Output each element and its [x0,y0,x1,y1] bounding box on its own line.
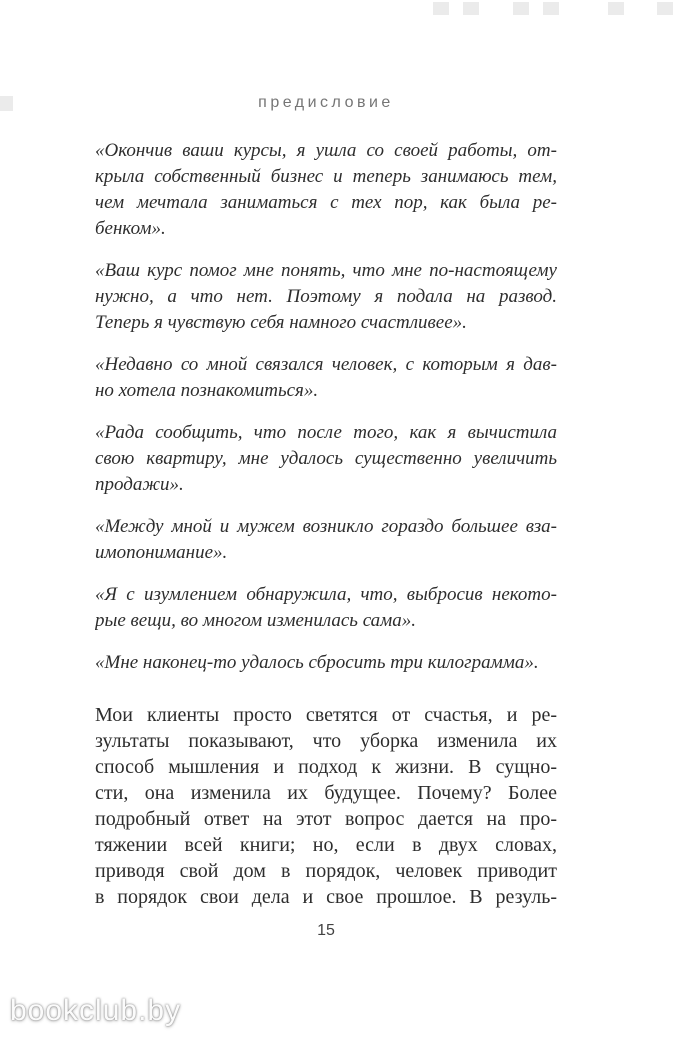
quote-line: Теперь я чувствую себя намного счастливее». [95,312,467,333]
scan-artifact-square [513,2,529,15]
scan-artifact-left-edge [0,96,13,111]
quote-line: нужно, а что нет. Поэтому я подала на развод. [95,286,557,307]
quote-line: бенком». [95,218,166,239]
body-text-line: зультаты показывают, что уборка изменила их [95,730,557,752]
body-text-line: тяжении всей книги; но, если в двух словах, [95,834,557,856]
quote-line: «Между мной и мужем возникло гораздо большее вза- [95,516,557,537]
quote-paragraph [95,514,557,566]
quote-line: свою квартиру, мне удалось существенно увеличить [95,448,557,469]
quote-line: чем мечтала заниматься с тех пор, как была ре- [95,192,557,213]
quote-paragraph [95,352,557,404]
page-content [95,138,557,910]
body-text-line: Мои клиенты просто светятся от счастья, и ре- [95,704,557,726]
quote-line: «Недавно со мной связался человек, с которым я дав- [95,354,557,375]
quote-paragraph [95,420,557,498]
site-watermark: bookclub.by [10,994,182,1027]
quote-line: но хотела познакомиться». [95,380,319,401]
quote-paragraph [95,650,557,676]
scan-artifact-square [608,2,624,15]
quote-line: «Мне наконец-то удалось сбросить три килограмма». [95,652,539,673]
quote-paragraph [95,258,557,336]
body-text-line: приводя свой дом в порядок, человек приводит [95,860,557,882]
body-paragraph [95,702,557,910]
scan-artifact-square [657,2,673,15]
page-number: 15 [317,922,335,939]
body-text-line: в порядок свои дела и свое прошлое. В резуль- [95,886,557,908]
quote-line: «Ваш курс помог мне понять, что мне по-настоящему [95,260,557,281]
scan-artifact-square [543,2,559,15]
quote-line: продажи». [95,474,184,495]
body-text-line: подробный ответ на этот вопрос дается на про- [95,808,557,830]
quote-paragraph [95,582,557,634]
quote-line: «Я с изумлением обнаружила, что, выбросив некото- [95,584,557,605]
quote-line: крыла собственный бизнес и теперь занимаюсь тем, [95,166,557,187]
quote-line: «Окончив ваши курсы, я ушла со своей работы, от- [95,140,557,161]
scan-artifact-square [433,2,449,15]
quote-paragraph [95,138,557,242]
quote-line: имопонимание». [95,542,228,563]
quote-line: «Рада сообщить, что после того, как я вычистила [95,422,557,443]
quote-line: рые вещи, во многом изменилась сама». [95,610,417,631]
body-text-line: способ мышления и подход к жизни. В сущно- [95,756,557,778]
scan-artifact-square [463,2,479,15]
chapter-header: предисловие [258,94,394,111]
body-text-line: сти, она изменила их будущее. Почему? Более [95,782,557,804]
